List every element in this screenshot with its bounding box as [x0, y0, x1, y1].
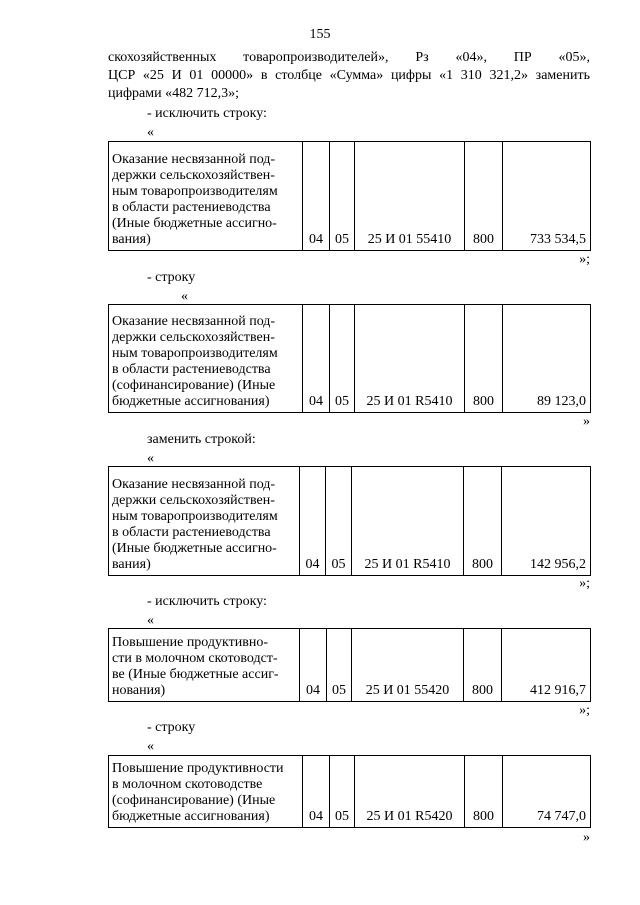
open-quote: « — [147, 739, 154, 754]
table-row — [109, 142, 591, 251]
section-code: 04 — [303, 756, 330, 828]
table-row — [109, 467, 591, 576]
table-row — [109, 756, 591, 828]
intro-line-2: ЦСР «25 И 01 00000» в столбце «Сумма» цифры «1 310 321,2» заменить — [108, 68, 590, 83]
expense-type-code: 800 — [464, 467, 502, 576]
amount: 74 747,0 — [503, 756, 591, 828]
section-code: 04 — [303, 305, 330, 413]
item-name: Повышение продуктивности в молочном скотоводстве (софинансирование) (Иные бюджетные ассигнования) — [109, 756, 303, 828]
amount: 142 956,2 — [502, 467, 591, 576]
close-quote: »; — [579, 576, 590, 591]
instruction-label: - исключить строку: — [147, 594, 267, 609]
item-name: Повышение продуктивно- сти в молочном скотоводст- ве (Иные бюджетные ассиг- нования) — [109, 629, 300, 702]
amount: 89 123,0 — [503, 305, 591, 413]
table-row — [109, 305, 591, 413]
subsection-code: 05 — [326, 467, 352, 576]
page-number: 155 — [309, 27, 331, 42]
close-quote: »; — [579, 703, 590, 718]
subsection-code: 05 — [330, 756, 355, 828]
section-code: 04 — [303, 142, 330, 251]
table-row — [109, 629, 591, 702]
subsection-code: 05 — [327, 629, 352, 702]
item-name: Оказание несвязанной под- держки сельскохозяйствен- ным товаропроизводителям в области растениеводства (Иные бюджетные ассигно- вания) — [109, 467, 300, 576]
item-name: Оказание несвязанной под- держки сельскохозяйствен- ным товаропроизводителям в области растениеводства (Иные бюджетные ассигно- вания) — [109, 142, 303, 251]
target-article-code: 25 И 01 R5420 — [355, 756, 465, 828]
open-quote: « — [147, 613, 154, 628]
intro-line-1: скохозяйственных товаропроизводителей», Рз «04», ПР «05», — [108, 50, 590, 65]
expense-type-code: 800 — [465, 142, 503, 251]
amount: 733 534,5 — [503, 142, 591, 251]
instruction-label: - строку — [147, 270, 196, 285]
budget-row-table — [108, 755, 591, 828]
close-quote: » — [583, 830, 590, 845]
instruction-label: - исключить строку: — [147, 106, 267, 121]
section-code: 04 — [300, 629, 327, 702]
close-quote: »; — [579, 252, 590, 267]
budget-row-table — [108, 304, 591, 413]
target-article-code: 25 И 01 55410 — [355, 142, 465, 251]
budget-row-table — [108, 466, 591, 576]
budget-row-table — [108, 628, 591, 702]
subsection-code: 05 — [330, 142, 355, 251]
intro-paragraph — [108, 49, 590, 103]
expense-type-code: 800 — [465, 756, 503, 828]
expense-type-code: 800 — [464, 629, 502, 702]
open-quote: « — [147, 451, 154, 466]
target-article-code: 25 И 01 R5410 — [355, 305, 465, 413]
budget-row-table — [108, 141, 591, 251]
expense-type-code: 800 — [465, 305, 503, 413]
subsection-code: 05 — [330, 305, 355, 413]
amount: 412 916,7 — [502, 629, 591, 702]
instruction-label: заменить строкой: — [147, 432, 256, 447]
open-quote: « — [147, 125, 154, 140]
section-code: 04 — [300, 467, 326, 576]
open-quote: « — [181, 289, 188, 304]
intro-line-3: цифрами «482 712,3»; — [108, 86, 240, 101]
item-name: Оказание несвязанной под- держки сельскохозяйствен- ным товаропроизводителям в области растениеводства (софинансирование) (Иные бюджетные ассигнования) — [109, 305, 303, 413]
instruction-label: - строку — [147, 720, 196, 735]
target-article-code: 25 И 01 55420 — [352, 629, 464, 702]
target-article-code: 25 И 01 R5410 — [352, 467, 464, 576]
close-quote: » — [583, 414, 590, 429]
